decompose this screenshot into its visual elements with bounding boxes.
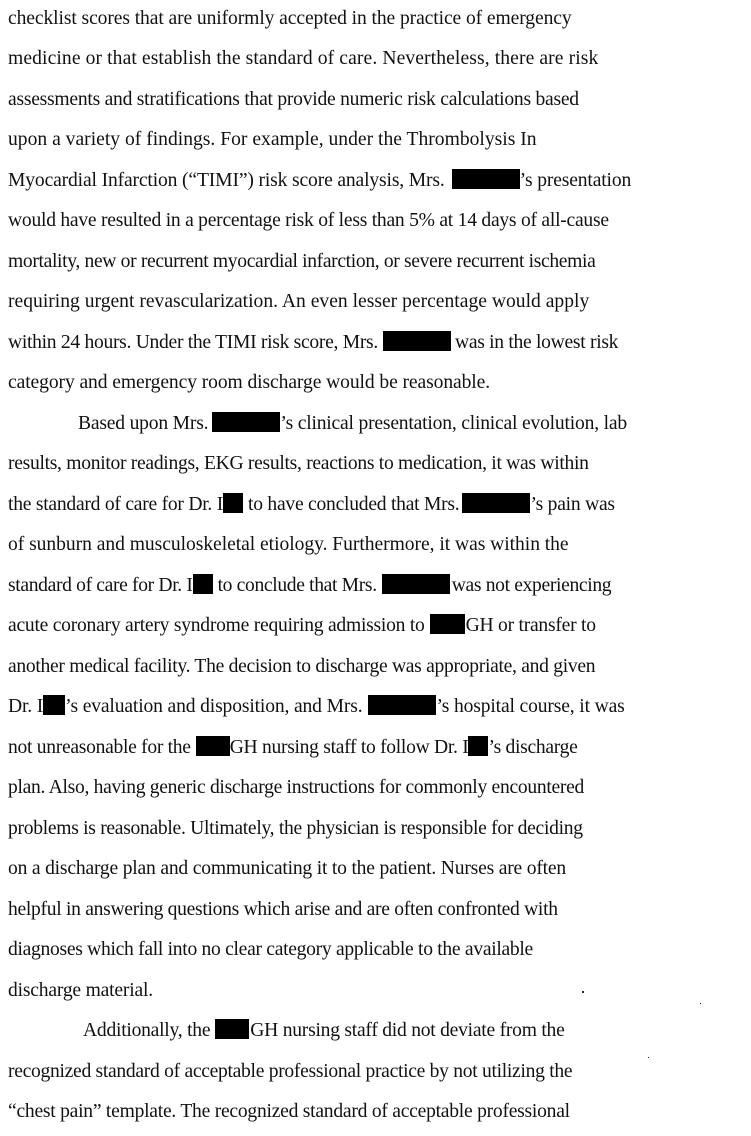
redaction-block <box>430 614 465 634</box>
redaction-block <box>43 695 65 715</box>
text-segment: category and emergency room discharge would be reasonable. <box>8 372 491 393</box>
text-segment: GH or transfer to <box>465 615 596 636</box>
redaction-block <box>196 736 230 756</box>
text-line <box>8 572 611 600</box>
text-line <box>8 774 584 802</box>
text-segment: ’s evaluation and disposition, and Mrs. <box>65 696 363 717</box>
text-segment: to have concluded that Mrs. <box>248 494 460 515</box>
text-line <box>8 1058 572 1086</box>
text-line <box>8 1098 570 1126</box>
text-line <box>8 167 631 195</box>
text-line <box>8 369 490 397</box>
redaction-block <box>212 412 280 432</box>
text-segment: another medical facility. The decision to discharge was appropriate, and given <box>8 656 596 677</box>
redaction-block <box>452 169 520 189</box>
text-segment: upon a variety of findings. For example, under the Thrombolysis In <box>8 129 537 150</box>
text-segment: medicine or that establish the standard of care. Nevertheless, there are risk <box>8 48 599 69</box>
text-segment: on a discharge plan and communicating it to the patient. Nurses are often <box>8 858 566 879</box>
redaction-block <box>215 1019 249 1039</box>
text-segment: Myocardial Infarction (“TIMI”) risk score analysis, Mrs. <box>8 170 445 191</box>
redaction-block <box>468 736 488 756</box>
text-line <box>8 855 566 883</box>
text-line <box>8 288 589 316</box>
text-segment: results, monitor readings, EKG results, reactions to medication, it was within <box>8 453 589 474</box>
text-line <box>8 450 589 478</box>
redaction-block <box>223 493 243 513</box>
text-segment: Additionally, the <box>83 1020 211 1041</box>
text-segment: plan. Also, having generic discharge instructions for commonly encountered <box>8 777 584 798</box>
text-segment: “chest pain” template. The recognized standard of acceptable professional <box>8 1101 570 1122</box>
redaction-block <box>193 574 213 594</box>
text-line <box>8 531 569 559</box>
text-segment: to conclude that Mrs. <box>217 575 377 596</box>
text-segment: helpful in answering questions which arise and are often confronted with <box>8 899 558 920</box>
text-segment: of sunburn and musculoskeletal etiology. Furthermore, it was within the <box>8 534 569 555</box>
text-line <box>8 491 615 519</box>
redaction-block <box>383 331 451 351</box>
text-line <box>8 936 533 964</box>
text-line <box>8 248 595 276</box>
text-segment: was in the lowest risk <box>454 332 619 353</box>
scan-speck <box>582 991 584 993</box>
text-line <box>8 815 583 843</box>
redaction-block <box>368 695 436 715</box>
text-segment: assessments and stratifications that provide numeric risk calculations based <box>8 89 579 110</box>
text-segment: the standard of care for Dr. I <box>8 494 224 515</box>
text-segment: diagnoses which fall into no clear category applicable to the available <box>8 939 533 960</box>
text-segment: within 24 hours. Under the TIMI risk score, Mrs. <box>8 332 378 353</box>
text-segment: ’s presentation <box>519 170 632 191</box>
text-segment: ’s hospital course, it was <box>436 696 625 717</box>
text-segment: ’s discharge <box>488 737 578 758</box>
text-segment: recognized standard of acceptable professional practice by not utilizing the <box>8 1061 573 1082</box>
text-segment: GH nursing staff to follow Dr. I <box>229 737 469 758</box>
text-line <box>8 207 609 235</box>
text-line <box>8 1017 565 1045</box>
text-segment: ’s clinical presentation, clinical evolution, lab <box>280 413 627 434</box>
text-line <box>8 126 537 154</box>
scan-speck <box>648 1057 649 1058</box>
text-line <box>8 329 618 357</box>
text-segment: was not experiencing <box>451 575 612 596</box>
text-segment: Dr. I <box>8 696 44 717</box>
text-segment: requiring urgent revascularization. An even lesser percentage would apply <box>8 291 590 312</box>
text-segment: not unreasonable for the <box>8 737 191 758</box>
text-segment: ’s pain was <box>530 494 615 515</box>
scan-speck <box>700 1003 701 1004</box>
text-segment: problems is reasonable. Ultimately, the physician is responsible for deciding <box>8 818 583 839</box>
text-segment: acute coronary artery syndrome requiring admission to <box>8 615 425 636</box>
text-segment: Based upon Mrs. <box>78 413 209 434</box>
text-line <box>8 5 572 33</box>
text-segment: checklist scores that are uniformly accepted in the practice of emergency <box>8 8 572 29</box>
redaction-block <box>462 493 530 513</box>
text-segment: GH nursing staff did not deviate from the <box>250 1020 565 1041</box>
text-line <box>8 410 627 438</box>
text-line <box>8 693 625 721</box>
text-line <box>8 86 579 114</box>
text-line <box>8 896 558 924</box>
text-line <box>8 612 596 640</box>
text-segment: standard of care for Dr. I <box>8 575 193 596</box>
text-segment: mortality, new or recurrent myocardial infarction, or severe recurrent ischemia <box>8 251 596 272</box>
redaction-block <box>382 574 450 594</box>
text-line <box>8 734 578 762</box>
text-segment: would have resulted in a percentage risk of less than 5% at 14 days of all-cause <box>8 210 609 231</box>
text-line <box>8 45 598 73</box>
text-line <box>8 977 153 1005</box>
text-segment: discharge material. <box>8 980 153 1001</box>
text-line <box>8 653 595 681</box>
